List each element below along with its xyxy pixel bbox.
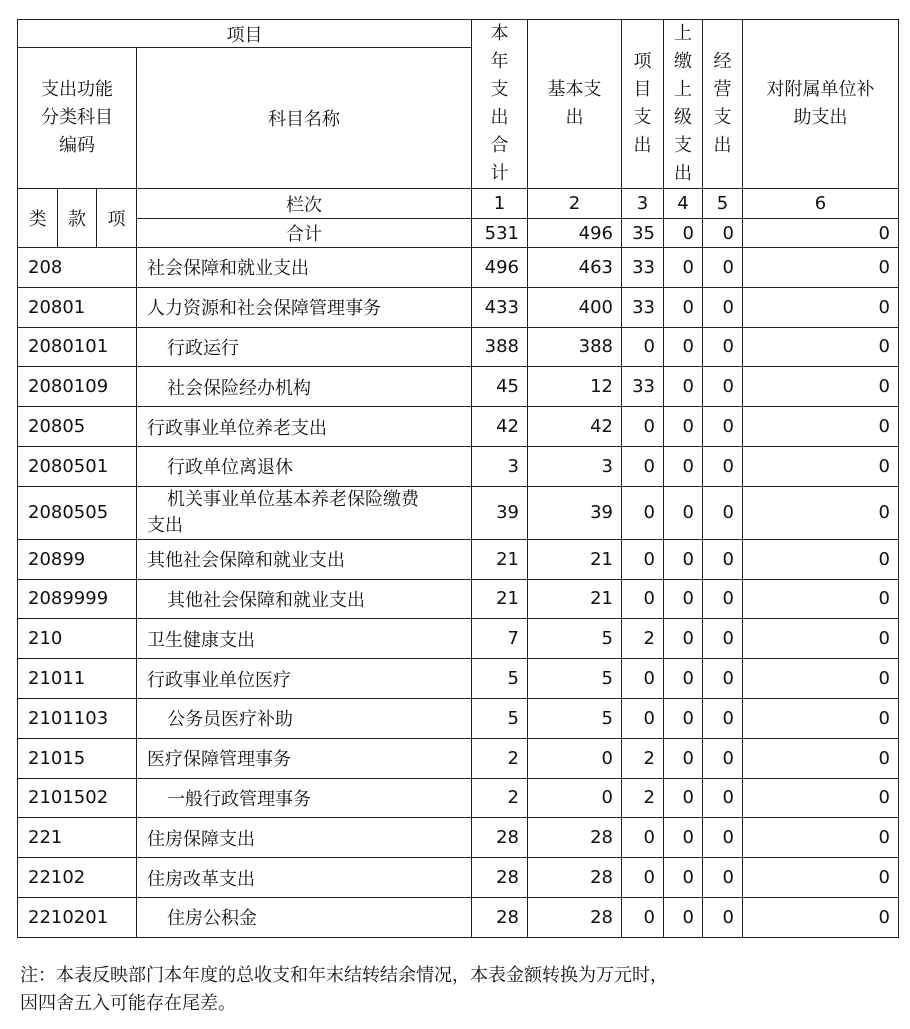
row-value-1: 7 bbox=[472, 619, 528, 659]
header-subsidy bbox=[743, 20, 899, 189]
row-code: 2080101 bbox=[18, 327, 137, 367]
row-value-2: 5 bbox=[528, 619, 622, 659]
row-value-6: 0 bbox=[743, 539, 899, 579]
row-value-6: 0 bbox=[743, 858, 899, 898]
header-code-group-text bbox=[18, 76, 136, 160]
row-code: 221 bbox=[18, 818, 137, 858]
row-value-4: 0 bbox=[664, 858, 703, 898]
row-value-3: 2 bbox=[622, 738, 664, 778]
row-value-5: 0 bbox=[703, 287, 743, 327]
row-code: 210 bbox=[18, 619, 137, 659]
row-value-2: 388 bbox=[528, 327, 622, 367]
row-value-2: 463 bbox=[528, 248, 622, 288]
h-proj-line: 项 bbox=[633, 51, 652, 72]
row-value-1: 2 bbox=[472, 738, 528, 778]
h-upper-line: 出 bbox=[674, 163, 692, 184]
h-code-line: 支出功能 bbox=[41, 79, 113, 101]
row-value-1: 28 bbox=[472, 858, 528, 898]
row-code: 208 bbox=[18, 248, 137, 288]
header-lei: 类 bbox=[18, 189, 58, 248]
h-proj-line: 出 bbox=[633, 135, 652, 156]
h-proj-line: 支 bbox=[633, 107, 652, 128]
h-proj-line: 目 bbox=[633, 79, 652, 100]
row-value-3: 2 bbox=[622, 778, 664, 818]
table-note bbox=[20, 962, 668, 1018]
col-num-1: 1 bbox=[472, 189, 528, 219]
row-value-6: 0 bbox=[743, 407, 899, 447]
row-value-3: 2 bbox=[622, 619, 664, 659]
row-value-5: 0 bbox=[703, 858, 743, 898]
row-name: 住房改革支出 bbox=[137, 858, 472, 898]
row-value-3: 0 bbox=[622, 327, 664, 367]
table-row bbox=[18, 818, 899, 858]
header-total-text bbox=[472, 20, 527, 188]
row-value-1: 5 bbox=[472, 698, 528, 738]
row-value-6: 0 bbox=[743, 367, 899, 407]
row-value-5: 0 bbox=[703, 619, 743, 659]
row-value-6: 0 bbox=[743, 818, 899, 858]
row-value-5: 0 bbox=[703, 407, 743, 447]
table-row bbox=[18, 579, 899, 619]
h-total-line: 年 bbox=[490, 51, 509, 72]
row-value-2: 3 bbox=[528, 446, 622, 486]
total-value-1: 531 bbox=[472, 219, 528, 248]
col-num-3: 3 bbox=[622, 189, 664, 219]
row-value-2: 0 bbox=[528, 778, 622, 818]
header-basic bbox=[528, 20, 622, 189]
header-basic-text bbox=[528, 76, 621, 132]
row-value-1: 39 bbox=[472, 486, 528, 539]
row-value-6: 0 bbox=[743, 446, 899, 486]
row-value-3: 0 bbox=[622, 659, 664, 699]
row-value-2: 42 bbox=[528, 407, 622, 447]
row-code: 20899 bbox=[18, 539, 137, 579]
row-code: 20801 bbox=[18, 287, 137, 327]
total-value-5: 0 bbox=[703, 219, 743, 248]
h-total-line: 出 bbox=[490, 107, 509, 128]
row-value-4: 0 bbox=[664, 486, 703, 539]
row-value-3: 33 bbox=[622, 287, 664, 327]
row-value-3: 0 bbox=[622, 539, 664, 579]
row-value-5: 0 bbox=[703, 738, 743, 778]
row-value-2: 21 bbox=[528, 539, 622, 579]
row-value-5: 0 bbox=[703, 367, 743, 407]
row-value-3: 0 bbox=[622, 579, 664, 619]
column-label: 栏次 bbox=[137, 189, 472, 219]
h-total-line: 支 bbox=[490, 79, 509, 100]
row-name: 行政运行 bbox=[137, 327, 472, 367]
table-row bbox=[18, 539, 899, 579]
row-value-1: 28 bbox=[472, 818, 528, 858]
row-code: 20805 bbox=[18, 407, 137, 447]
row-value-5: 0 bbox=[703, 446, 743, 486]
row-code: 22102 bbox=[18, 858, 137, 898]
row-code: 2080109 bbox=[18, 367, 137, 407]
h-oper-line: 出 bbox=[713, 135, 732, 156]
header-project-expense bbox=[622, 20, 664, 189]
row-value-4: 0 bbox=[664, 778, 703, 818]
row-name: 住房保障支出 bbox=[137, 818, 472, 858]
total-value-4: 0 bbox=[664, 219, 703, 248]
row-name: 行政事业单位医疗 bbox=[137, 659, 472, 699]
table-row bbox=[18, 367, 899, 407]
row-value-6: 0 bbox=[743, 619, 899, 659]
total-value-3: 35 bbox=[622, 219, 664, 248]
h-sub-line: 对附属单位补 bbox=[766, 79, 875, 100]
row-value-4: 0 bbox=[664, 698, 703, 738]
table-row bbox=[18, 619, 899, 659]
row-value-1: 21 bbox=[472, 539, 528, 579]
row-value-4: 0 bbox=[664, 287, 703, 327]
row-code: 21015 bbox=[18, 738, 137, 778]
row-value-3: 0 bbox=[622, 698, 664, 738]
h-total-line: 合 bbox=[490, 135, 509, 156]
header-name: 科目名称 bbox=[137, 48, 472, 189]
h-code-line: 编码 bbox=[59, 135, 95, 157]
row-name: 人力资源和社会保障管理事务 bbox=[137, 287, 472, 327]
row-name: 社会保险经办机构 bbox=[137, 367, 472, 407]
header-upper-text bbox=[664, 20, 702, 188]
table-row bbox=[18, 248, 899, 288]
row-value-2: 28 bbox=[528, 818, 622, 858]
row-value-6: 0 bbox=[743, 897, 899, 937]
row-value-4: 0 bbox=[664, 367, 703, 407]
row-value-1: 28 bbox=[472, 897, 528, 937]
row-value-4: 0 bbox=[664, 327, 703, 367]
total-value-2: 496 bbox=[528, 219, 622, 248]
header-project-expense-text bbox=[622, 48, 663, 160]
table-row bbox=[18, 659, 899, 699]
h-oper-line: 支 bbox=[713, 107, 732, 128]
row-value-4: 0 bbox=[664, 407, 703, 447]
row-code: 21011 bbox=[18, 659, 137, 699]
h-oper-line: 经 bbox=[713, 51, 732, 72]
row-value-4: 0 bbox=[664, 818, 703, 858]
row-value-2: 28 bbox=[528, 897, 622, 937]
row-value-2: 39 bbox=[528, 486, 622, 539]
row-name: 医疗保障管理事务 bbox=[137, 738, 472, 778]
col-num-2: 2 bbox=[528, 189, 622, 219]
row-code: 2210201 bbox=[18, 897, 137, 937]
header-total bbox=[472, 20, 528, 189]
row-name: 公务员医疗补助 bbox=[137, 698, 472, 738]
row-value-4: 0 bbox=[664, 579, 703, 619]
row-name-line: 机关事业单位基本养老保险缴费 bbox=[167, 488, 419, 510]
row-value-5: 0 bbox=[703, 778, 743, 818]
row-value-2: 400 bbox=[528, 287, 622, 327]
row-value-6: 0 bbox=[743, 738, 899, 778]
note-line-1: 注：本表反映部门本年度的总收支和年末结转结余情况，本表金额转换为万元时， bbox=[20, 965, 668, 986]
row-value-6: 0 bbox=[743, 248, 899, 288]
row-name: 卫生健康支出 bbox=[137, 619, 472, 659]
row-value-5: 0 bbox=[703, 579, 743, 619]
total-value-6: 0 bbox=[743, 219, 899, 248]
row-value-2: 21 bbox=[528, 579, 622, 619]
row-value-3: 0 bbox=[622, 407, 664, 447]
h-upper-line: 支 bbox=[674, 135, 692, 156]
row-value-5: 0 bbox=[703, 327, 743, 367]
row-name: 其他社会保障和就业支出 bbox=[137, 579, 472, 619]
row-name-line: 支出 bbox=[147, 514, 183, 536]
row-value-6: 0 bbox=[743, 327, 899, 367]
row-code: 2089999 bbox=[18, 579, 137, 619]
h-sub-line: 助支出 bbox=[793, 107, 848, 128]
header-subsidy-text bbox=[743, 76, 898, 132]
row-value-2: 5 bbox=[528, 659, 622, 699]
expenditure-table bbox=[17, 19, 899, 938]
col-num-5: 5 bbox=[703, 189, 743, 219]
row-value-4: 0 bbox=[664, 539, 703, 579]
h-code-line: 分类科目 bbox=[41, 107, 113, 129]
row-value-4: 0 bbox=[664, 738, 703, 778]
row-code: 2080501 bbox=[18, 446, 137, 486]
row-name bbox=[137, 486, 472, 539]
row-value-4: 0 bbox=[664, 248, 703, 288]
note-line-2: 因四舍五入可能存在尾差。 bbox=[20, 993, 236, 1014]
table-row bbox=[18, 287, 899, 327]
row-value-3: 33 bbox=[622, 367, 664, 407]
row-name: 一般行政管理事务 bbox=[137, 778, 472, 818]
header-code-group bbox=[18, 48, 137, 189]
row-code: 2080505 bbox=[18, 486, 137, 539]
row-value-1: 45 bbox=[472, 367, 528, 407]
header-kuan: 款 bbox=[58, 189, 97, 248]
row-value-5: 0 bbox=[703, 818, 743, 858]
h-upper-line: 上 bbox=[674, 79, 692, 100]
row-value-4: 0 bbox=[664, 619, 703, 659]
row-code: 2101502 bbox=[18, 778, 137, 818]
table-row bbox=[18, 446, 899, 486]
row-value-1: 388 bbox=[472, 327, 528, 367]
row-value-1: 21 bbox=[472, 579, 528, 619]
row-name: 行政单位离退休 bbox=[137, 446, 472, 486]
row-value-3: 0 bbox=[622, 818, 664, 858]
row-value-4: 0 bbox=[664, 446, 703, 486]
row-value-1: 42 bbox=[472, 407, 528, 447]
row-value-6: 0 bbox=[743, 486, 899, 539]
table-row bbox=[18, 778, 899, 818]
row-value-3: 33 bbox=[622, 248, 664, 288]
table-row bbox=[18, 858, 899, 898]
row-value-1: 496 bbox=[472, 248, 528, 288]
row-code: 2101103 bbox=[18, 698, 137, 738]
row-value-5: 0 bbox=[703, 539, 743, 579]
row-value-1: 2 bbox=[472, 778, 528, 818]
table-row bbox=[18, 698, 899, 738]
row-value-4: 0 bbox=[664, 659, 703, 699]
row-value-2: 0 bbox=[528, 738, 622, 778]
h-basic-line: 基本支 bbox=[547, 79, 602, 100]
header-operating bbox=[703, 20, 743, 189]
h-oper-line: 营 bbox=[713, 79, 732, 100]
row-value-6: 0 bbox=[743, 778, 899, 818]
total-label: 合计 bbox=[137, 219, 472, 248]
row-value-3: 0 bbox=[622, 446, 664, 486]
table-row bbox=[18, 407, 899, 447]
row-value-2: 12 bbox=[528, 367, 622, 407]
row-name: 住房公积金 bbox=[137, 897, 472, 937]
expenditure-table-container bbox=[17, 19, 898, 938]
row-value-2: 5 bbox=[528, 698, 622, 738]
row-value-1: 3 bbox=[472, 446, 528, 486]
table-row bbox=[18, 738, 899, 778]
h-upper-line: 上 bbox=[674, 23, 692, 44]
row-value-5: 0 bbox=[703, 897, 743, 937]
header-upper bbox=[664, 20, 703, 189]
h-total-line: 本 bbox=[490, 23, 509, 44]
h-basic-line: 出 bbox=[565, 107, 584, 128]
row-value-6: 0 bbox=[743, 287, 899, 327]
table-row bbox=[18, 486, 899, 539]
row-value-5: 0 bbox=[703, 248, 743, 288]
row-value-5: 0 bbox=[703, 486, 743, 539]
header-project: 项目 bbox=[18, 20, 472, 48]
row-value-1: 433 bbox=[472, 287, 528, 327]
row-value-3: 0 bbox=[622, 897, 664, 937]
h-total-line: 计 bbox=[490, 163, 509, 184]
h-upper-line: 级 bbox=[674, 107, 692, 128]
header-xiang: 项 bbox=[97, 189, 137, 248]
row-value-3: 0 bbox=[622, 486, 664, 539]
header-operating-text bbox=[703, 48, 742, 160]
row-name: 行政事业单位养老支出 bbox=[137, 407, 472, 447]
row-name: 社会保障和就业支出 bbox=[137, 248, 472, 288]
row-value-5: 0 bbox=[703, 698, 743, 738]
row-value-6: 0 bbox=[743, 659, 899, 699]
table-row bbox=[18, 897, 899, 937]
col-num-4: 4 bbox=[664, 189, 703, 219]
row-value-2: 28 bbox=[528, 858, 622, 898]
row-value-1: 5 bbox=[472, 659, 528, 699]
row-value-4: 0 bbox=[664, 897, 703, 937]
row-value-6: 0 bbox=[743, 579, 899, 619]
table-row bbox=[18, 327, 899, 367]
h-upper-line: 缴 bbox=[674, 51, 692, 72]
row-value-3: 0 bbox=[622, 858, 664, 898]
row-value-5: 0 bbox=[703, 659, 743, 699]
row-value-6: 0 bbox=[743, 698, 899, 738]
col-num-6: 6 bbox=[743, 189, 899, 219]
row-name: 其他社会保障和就业支出 bbox=[137, 539, 472, 579]
